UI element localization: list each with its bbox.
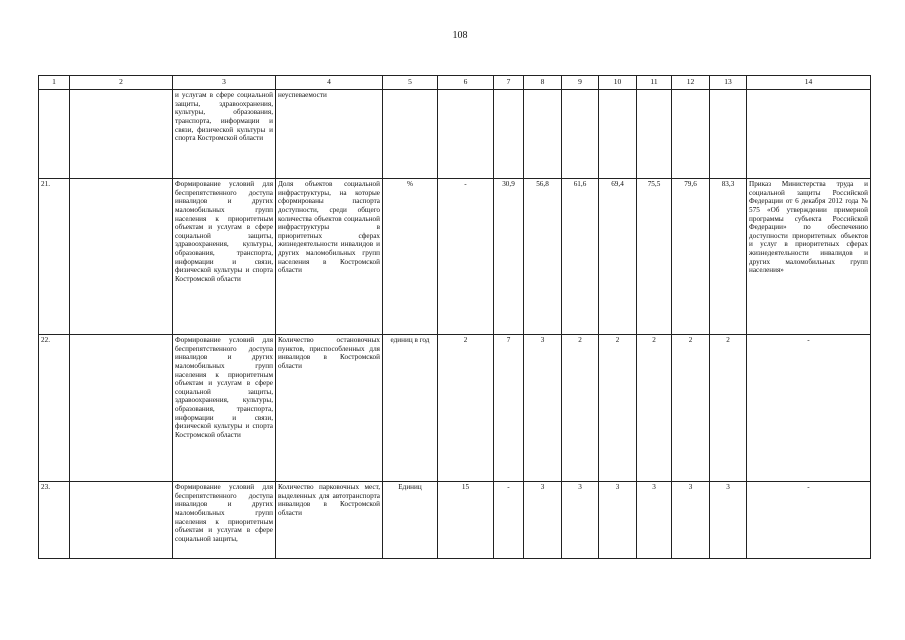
value-cell: - (438, 179, 494, 335)
column-header: 5 (383, 76, 438, 90)
unit-cell: единиц в год (383, 335, 438, 482)
row-number: 23. (39, 482, 70, 559)
unit-cell: Единиц (383, 482, 438, 559)
source-cell: - (747, 482, 871, 559)
value-cell (710, 90, 747, 179)
task-cell: Формирование условий для беспрепятственного доступа инвалидов и других маломобильных групп населения к приоритетным объектам и услугам в сфере социальной защиты, здравоохранения, культуры, образования, транспорта, информации и связи, физической культуры и спорта Костромской области (173, 179, 276, 335)
table-row (39, 90, 871, 179)
table-row (39, 179, 871, 335)
row-number (39, 90, 70, 179)
task-cell: и услугам в сфере социальной защиты, здравоохранения, культуры, образования, транспорта, информации и связи, физической культуры и спорта Костромской области (173, 90, 276, 179)
value-cell: 3 (524, 335, 562, 482)
value-cell: 15 (438, 482, 494, 559)
row-number: 22. (39, 335, 70, 482)
value-cell: 2 (438, 335, 494, 482)
unit-cell (383, 90, 438, 179)
column-header: 11 (637, 76, 672, 90)
source-cell (747, 90, 871, 179)
value-cell (438, 90, 494, 179)
column-header: 3 (173, 76, 276, 90)
indicator-cell: Количество парковочных мест, выделенных для автотранспорта инвалидов в Костромской области (276, 482, 383, 559)
measure-cell (70, 482, 173, 559)
task-cell: Формирование условий для беспрепятственного доступа инвалидов и других маломобильных групп населения к приоритетным объектам и услугам в сфере социальной защиты, здравоохранения, культуры, образования, транспорта, информации и связи, физической культуры и спорта Костромской области (173, 335, 276, 482)
measure-cell (70, 90, 173, 179)
value-cell: 3 (637, 482, 672, 559)
value-cell (494, 90, 524, 179)
source-cell: Приказ Министерства труда и социальной защиты Российской Федерации от 6 декабря 2012 года № 575 «Об утверждении примерной программы субъекта Российской Федерации» по обеспечению доступности приоритетных объектов и услуг в приоритетных сферах жизнедеятельности инвалидов и других маломобильных групп населения» (747, 179, 871, 335)
value-cell: 69,4 (599, 179, 637, 335)
row-number: 21. (39, 179, 70, 335)
column-header: 4 (276, 76, 383, 90)
value-cell: 79,6 (672, 179, 710, 335)
value-cell: 3 (524, 482, 562, 559)
measure-cell (70, 335, 173, 482)
value-cell: 56,8 (524, 179, 562, 335)
column-header: 2 (70, 76, 173, 90)
measure-cell (70, 179, 173, 335)
value-cell (599, 90, 637, 179)
table-row (39, 335, 871, 482)
value-cell (562, 90, 599, 179)
column-header: 13 (710, 76, 747, 90)
value-cell: 2 (562, 335, 599, 482)
value-cell: - (494, 482, 524, 559)
header-row (39, 76, 871, 90)
column-header: 12 (672, 76, 710, 90)
value-cell: 75,5 (637, 179, 672, 335)
value-cell: 3 (710, 482, 747, 559)
column-header: 8 (524, 76, 562, 90)
value-cell: 3 (672, 482, 710, 559)
column-header: 1 (39, 76, 70, 90)
column-header: 7 (494, 76, 524, 90)
value-cell: 61,6 (562, 179, 599, 335)
value-cell: 2 (599, 335, 637, 482)
indicator-cell: Количество остановочных пунктов, приспособленных для инвалидов в Костромской области (276, 335, 383, 482)
value-cell: 83,3 (710, 179, 747, 335)
value-cell: 7 (494, 335, 524, 482)
indicators-table (38, 75, 871, 559)
column-header: 10 (599, 76, 637, 90)
value-cell: 3 (562, 482, 599, 559)
value-cell: 30,9 (494, 179, 524, 335)
value-cell: 2 (637, 335, 672, 482)
value-cell: 2 (672, 335, 710, 482)
value-cell (637, 90, 672, 179)
source-cell: - (747, 335, 871, 482)
value-cell: 3 (599, 482, 637, 559)
task-cell: Формирование условий для беспрепятственного доступа инвалидов и других маломобильных групп населения к приоритетным объектам и услугам в сфере социальной защиты, (173, 482, 276, 559)
column-header: 9 (562, 76, 599, 90)
indicator-cell: неуспеваемости (276, 90, 383, 179)
indicator-cell: Доля объектов социальной инфраструктуры, на которые сформированы паспорта доступности, среди общего количества объектов социальной инфраструктуры в приоритетных сферах жизнедеятельности инвалидов и других маломобильных групп населения в Костромской области (276, 179, 383, 335)
value-cell (672, 90, 710, 179)
table-row (39, 482, 871, 559)
page-number: 108 (452, 30, 468, 41)
value-cell (524, 90, 562, 179)
value-cell: 2 (710, 335, 747, 482)
unit-cell: % (383, 179, 438, 335)
column-header: 6 (438, 76, 494, 90)
column-header: 14 (747, 76, 871, 90)
